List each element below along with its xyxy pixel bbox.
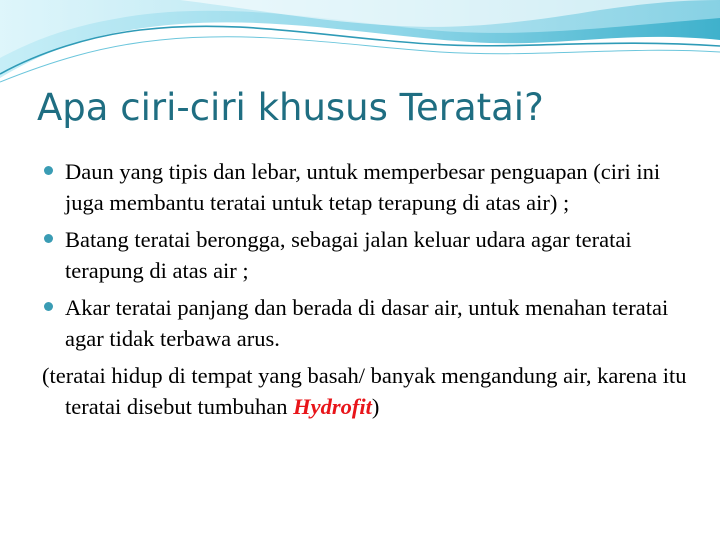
- bullet-dot-icon: [44, 166, 53, 175]
- slide-title: Apa ciri-ciri khusus Teratai?: [37, 86, 544, 129]
- bullet-dot-icon: [44, 234, 53, 243]
- note-text: (teratai hidup di tempat yang basah/ banyak mengandung air, karena itu teratai disebut tumbuhan: [42, 363, 687, 419]
- bullet-item: [42, 224, 692, 286]
- bullet-text: Batang teratai berongga, sebagai jalan keluar udara agar teratai terapung di atas air ;: [65, 227, 632, 283]
- highlight-term: Hydrofit: [293, 394, 372, 419]
- bullet-text: Daun yang tipis dan lebar, untuk memperbesar penguapan (ciri ini juga membantu teratai untuk tetap terapung di atas air) ;: [65, 159, 661, 215]
- bullet-item: [42, 292, 692, 354]
- slide-body: [42, 156, 692, 422]
- bullet-item: [42, 156, 692, 218]
- header-wave-decoration: [0, 0, 720, 90]
- note-paragraph: [42, 360, 692, 422]
- note-closing: ): [371, 394, 380, 419]
- bullet-dot-icon: [44, 302, 53, 311]
- bullet-text: Akar teratai panjang dan berada di dasar air, untuk menahan teratai agar tidak terbawa arus.: [65, 295, 669, 351]
